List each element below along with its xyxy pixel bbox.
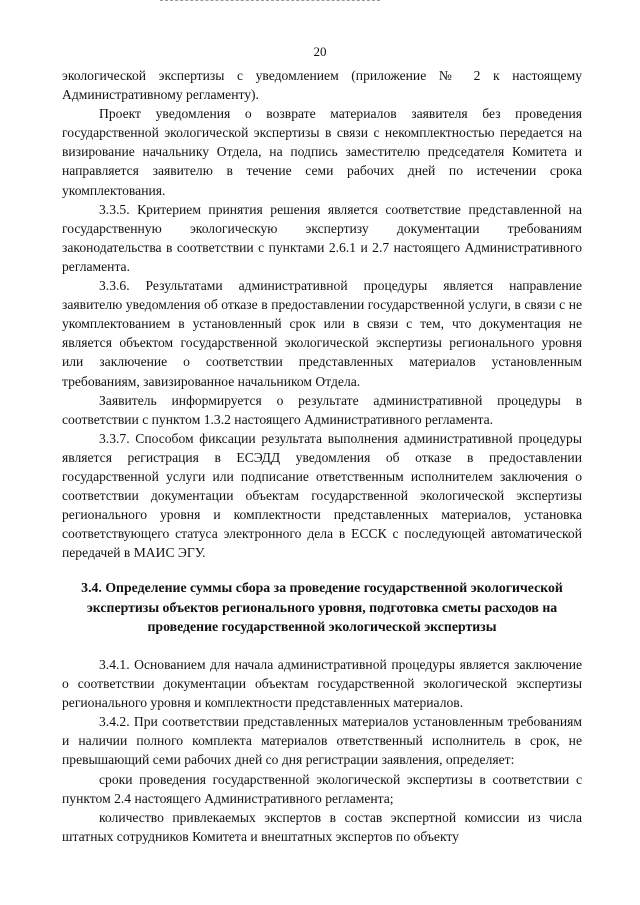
paragraph: количество привлекаемых экспертов в состав экспертной комиссии из числа штатных сотрудников Комитета и внештатных экспертов по объекту <box>62 809 582 844</box>
paragraph: 3.4.1. Основанием для начала административной процедуры является заключение о соответствии документации объектам государственной экологической экспертизы регионального уровня и комплектности представленных материалов. <box>62 656 582 711</box>
top-divider <box>160 0 380 2</box>
paragraph: сроки проведения государственной экологической экспертизы в соответствии с пунктом 2.4 настоящего Административного регламента; <box>62 771 582 806</box>
paragraphs-after-section <box>62 655 582 846</box>
paragraph: 3.3.5. Критерием принятия решения является соответствие представленной на государственную экологическую экспертизу документации требованиям законодательства в соответствии с пунктами 2.6.1 и 2.7 настоящего Административного регламента. <box>62 201 582 274</box>
paragraph: 3.4.2. При соответствии представленных материалов установленным требованиям и наличии полного комплекта материалов ответственный исполнитель в срок, не превышающий семи рабочих дней со дня регистрации заявления, определяет: <box>62 714 582 768</box>
paragraph: 3.3.7. Способом фиксации результата выполнения административной процедуры является регистрация в ЕСЭДД уведомления об отказе в предоставлении государственной услуги или подписание ответственным исполнителем заключения о соответствии документации объектам государственной экологической экспертизы регионального уровня и комплектности представленных материалов, установка соответствующего статуса электронного дела в ЕССК с последующей автоматической передачей в МАИС ЭГУ. <box>62 430 582 561</box>
paragraphs-before-section <box>62 66 582 562</box>
paragraph: экологической экспертизы с уведомлением (приложение № 2 к настоящему Административному регламенту). <box>62 68 582 103</box>
paragraph: 3.3.6. Результатами административной процедуры является направление заявителю уведомления об отказе в предоставлении государственной услуги, в связи с не укомплектованием в установленный срок или в связи с тем, что документация не является объектом государственной экологической экспертизы регионального уровня или заключение о соответствии представленных материалов установленным требованиям, завизированное начальником Отдела. <box>62 278 582 389</box>
page-number: 20 <box>313 44 327 59</box>
paragraph: Заявитель информируется о результате административной процедуры в соответствии с пунктом 1.3.2 настоящего Административного регламента. <box>62 392 582 427</box>
document-body <box>62 66 582 846</box>
paragraph: Проект уведомления о возврате материалов заявителя без проведения государственной экологической экспертизы в связи с некомплектностью передается на визирование начальнику Отдела, на подпись заместителю председателя Комитета и направляется заявителю в течение семи рабочих дней по истечении срока укомплектования. <box>62 106 582 198</box>
section-title: 3.4. Определение суммы сбора за проведение государственной экологической экспертизы объектов регионального уровня, подготовка сметы расходов на проведение государственной экологической экспертизы <box>81 580 563 635</box>
